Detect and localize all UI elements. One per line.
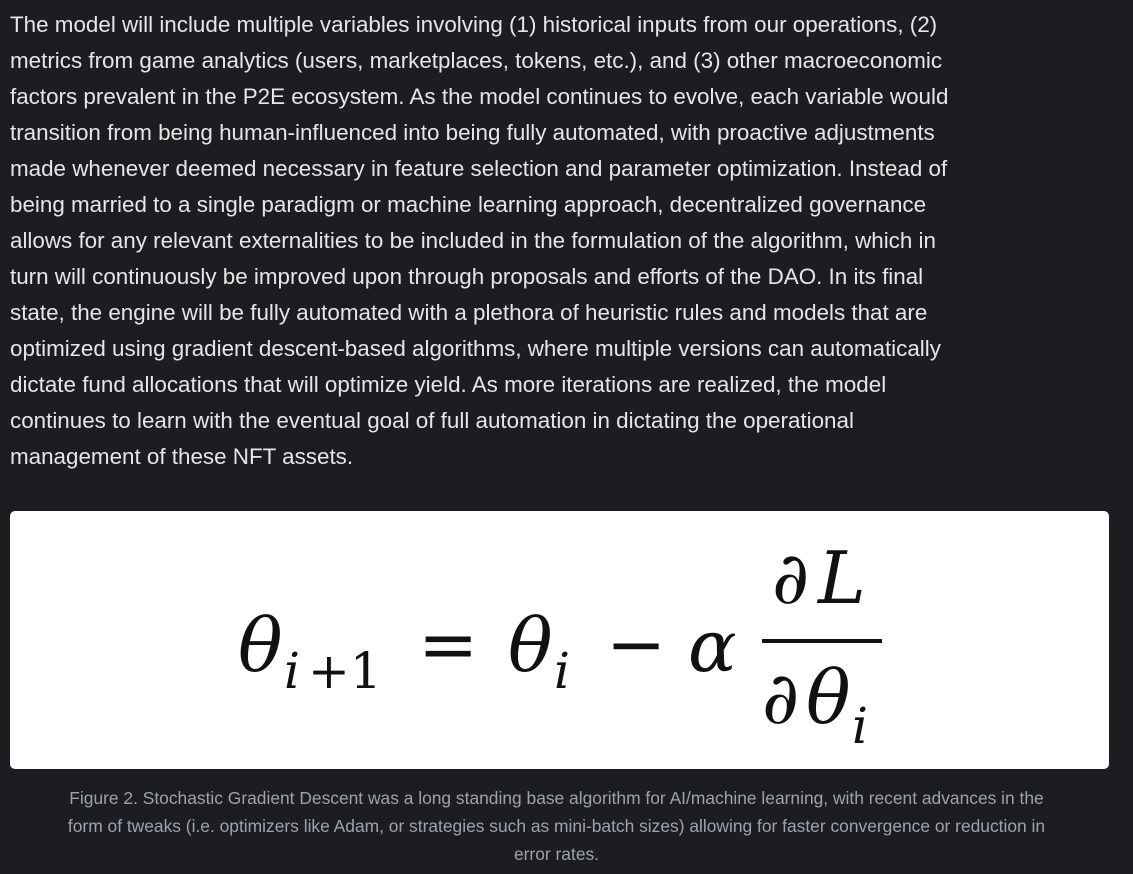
figure-caption bbox=[0, 784, 1113, 868]
equation-lhs-theta: θ bbox=[238, 603, 283, 689]
sgd-equation bbox=[10, 511, 1109, 769]
paragraph-line: allows for any relevant externalities to be included in the formulation of the algorithm, which in bbox=[10, 228, 936, 253]
equation-lhs-subscript-i: i bbox=[284, 642, 300, 700]
body-paragraph bbox=[10, 7, 1123, 475]
equation-denominator-subscript-i: i bbox=[852, 697, 868, 755]
paragraph-line: state, the engine will be fully automated with a plethora of heuristic rules and models that are bbox=[10, 300, 928, 325]
equation-rhs-theta: θ bbox=[508, 603, 553, 689]
equation-lhs-subscript-plus-one: +1 bbox=[308, 642, 382, 700]
equation-equals-sign: = bbox=[418, 602, 479, 686]
paragraph-line: The model will include multiple variables involving (1) historical inputs from our operations, (2) bbox=[10, 12, 938, 37]
equation-rhs-subscript-i: i bbox=[554, 642, 570, 700]
caption-line: form of tweaks (i.e. optimizers like Adam, or strategies such as mini-batch sizes) allowing for faster convergence or reduction in bbox=[67, 816, 1046, 836]
paragraph-line: transition from being human-influenced into being fully automated, with proactive adjustments bbox=[10, 120, 935, 145]
paragraph-line: factors prevalent in the P2E ecosystem. As the model continues to evolve, each variable would bbox=[10, 84, 949, 109]
equation-figure bbox=[10, 511, 1109, 769]
caption-line: error rates. bbox=[513, 844, 600, 864]
paragraph-line: being married to a single paradigm or machine learning approach, decentralized governance bbox=[10, 192, 927, 217]
equation-denominator-theta: θ bbox=[806, 655, 851, 741]
equation-alpha: α bbox=[688, 604, 737, 688]
paragraph-line: made whenever deemed necessary in feature selection and parameter optimization. Instead of bbox=[10, 156, 948, 181]
paragraph-line: continues to learn with the eventual goal of full automation in dictating the operational bbox=[10, 408, 854, 433]
equation-numerator-l: L bbox=[818, 536, 866, 620]
paragraph-line: management of these NFT assets. bbox=[10, 444, 354, 469]
paragraph-line: optimized using gradient descent-based algorithms, where multiple versions can automatically bbox=[10, 336, 941, 361]
paragraph-line: dictate fund allocations that will optimize yield. As more iterations are realized, the model bbox=[10, 372, 887, 397]
equation-fraction-bar bbox=[762, 639, 882, 643]
caption-line: Figure 2. Stochastic Gradient Descent was a long standing base algorithm for AI/machine learning, with recent advances in the bbox=[69, 788, 1044, 808]
equation-denominator-partial: ∂ bbox=[762, 656, 800, 740]
paragraph-line: turn will continuously be improved upon through proposals and efforts of the DAO. In its final bbox=[10, 264, 924, 289]
equation-numerator-partial: ∂ bbox=[772, 536, 810, 620]
paragraph-line: metrics from game analytics (users, marketplaces, tokens, etc.), and (3) other macroeconomic bbox=[10, 48, 943, 73]
equation-minus-sign: − bbox=[606, 602, 667, 686]
